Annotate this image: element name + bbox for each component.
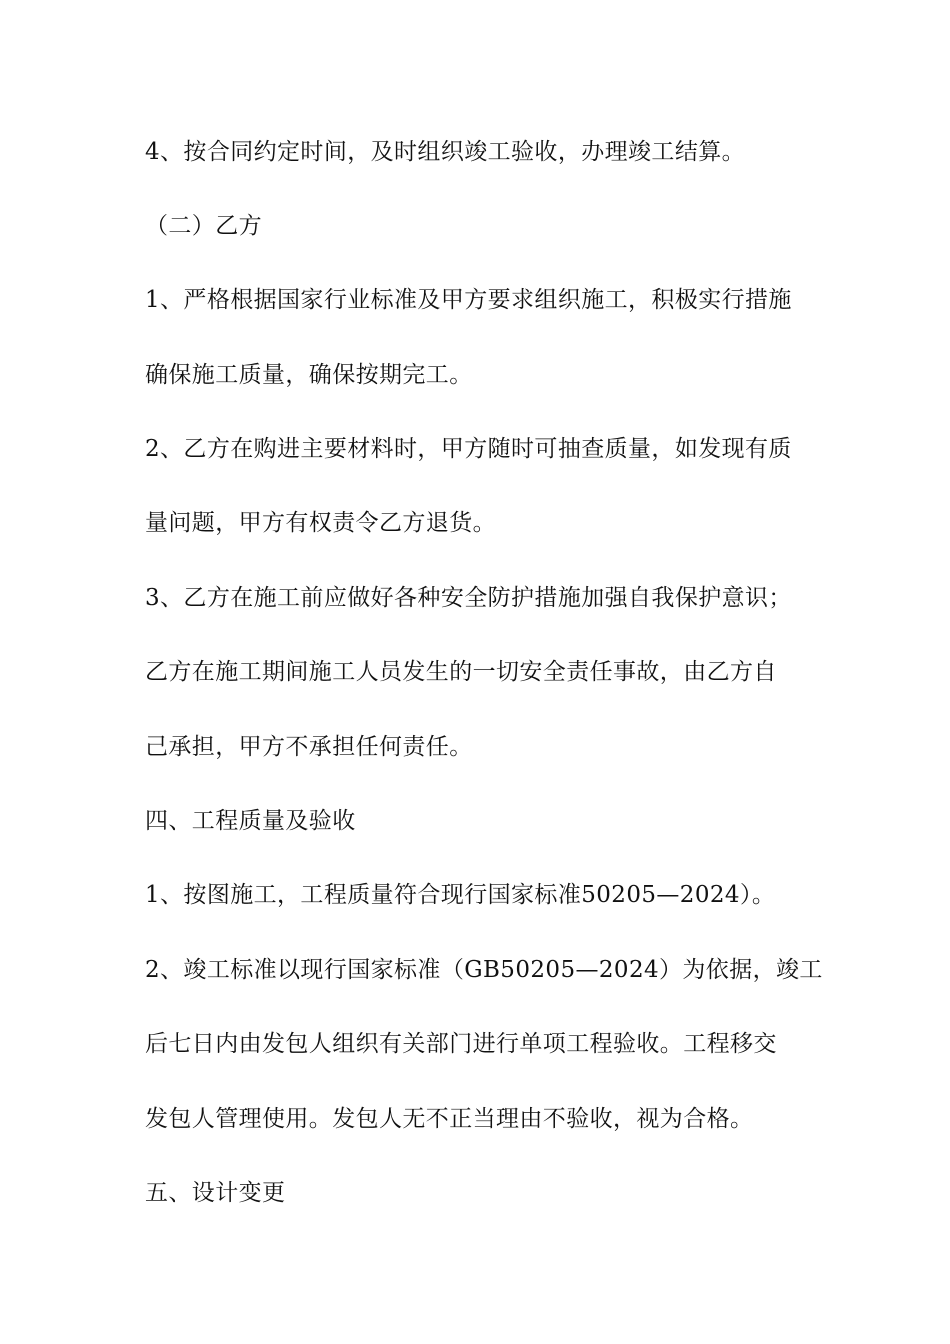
- paragraph-line: 乙方在施工期间施工人员发生的一切安全责任事故，由乙方自: [145, 659, 777, 685]
- section-heading: 四、工程质量及验收: [145, 808, 356, 834]
- paragraph-line: 己承担，甲方不承担任何责任。: [145, 734, 473, 760]
- paragraph-line: 2、乙方在购进主要材料时，甲方随时可抽查质量，如发现有质: [145, 436, 792, 462]
- paragraph-line: 2、竣工标准以现行国家标准（GB50205—2024）为依据，竣工: [145, 957, 823, 983]
- section-heading: （二）乙方: [145, 213, 262, 239]
- paragraph-line: 发包人管理使用。发包人无不正当理由不验收，视为合格。: [145, 1106, 754, 1132]
- paragraph-line: 1、按图施工，工程质量符合现行国家标准50205—2024）。: [145, 882, 776, 908]
- section-heading: 五、设计变更: [145, 1180, 286, 1206]
- paragraph-line: 4、按合同约定时间，及时组织竣工验收，办理竣工结算。: [145, 139, 746, 165]
- paragraph-line: 1、严格根据国家行业标准及甲方要求组织施工，积极实行措施: [145, 287, 792, 313]
- paragraph-line: 量问题，甲方有权责令乙方退货。: [145, 510, 496, 536]
- paragraph-line: 后七日内由发包人组织有关部门进行单项工程验收。工程移交: [145, 1031, 777, 1057]
- paragraph-line: 确保施工质量，确保按期完工。: [145, 362, 473, 388]
- paragraph-line: 3、乙方在施工前应做好各种安全防护措施加强自我保护意识；: [145, 585, 792, 611]
